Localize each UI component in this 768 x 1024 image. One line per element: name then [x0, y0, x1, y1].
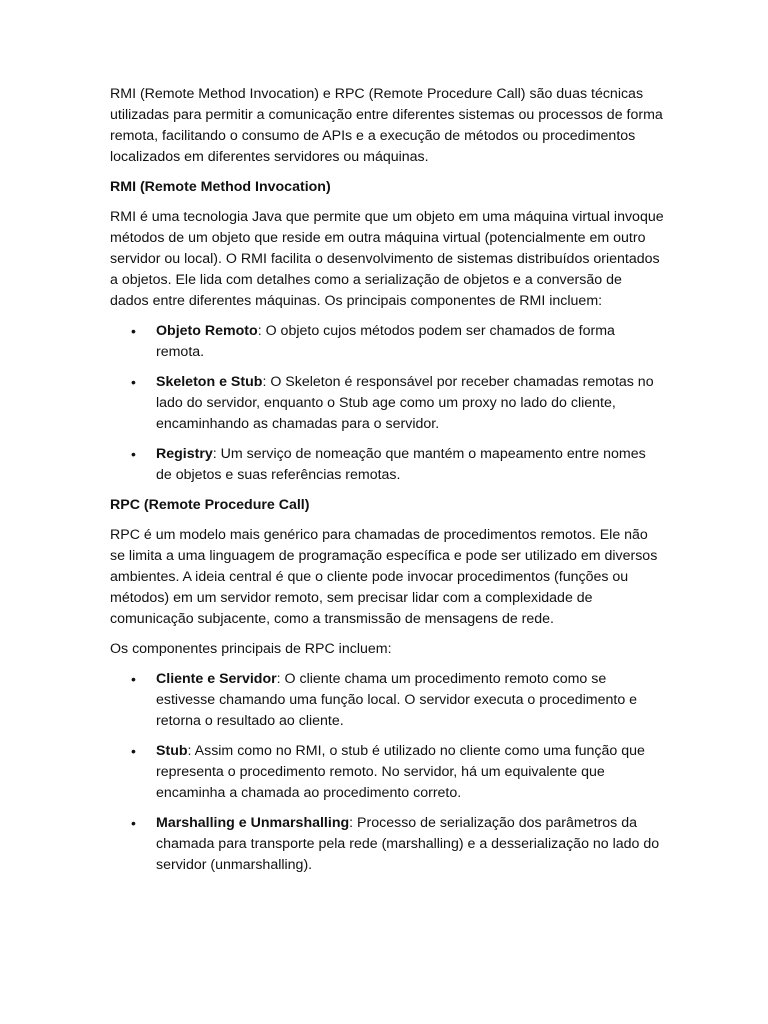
list-item [110, 321, 664, 363]
list-item-text: : O cliente chama um procedimento remoto como se estivesse chamando uma função local. O servidor executa o procedimento e retorna o resultado ao cliente. [156, 671, 638, 729]
bullet-icon: • [131, 743, 136, 759]
list-item-text: : Assim como no RMI, o stub é utilizado no cliente como uma função que representa o procedimento remoto. No servidor, há um equivalente que encaminha a chamada ao procedimento correto. [156, 743, 645, 801]
rmi-components-list [110, 321, 664, 486]
list-item-term: Skeleton e Stub [156, 374, 263, 390]
list-item-text: : Um serviço de nomeação que mantém o mapeamento entre nomes de objetos e suas referências remotas. [156, 446, 646, 483]
list-item-term: Objeto Remoto [156, 323, 258, 339]
list-item [110, 372, 664, 435]
bullet-icon: • [131, 323, 136, 339]
rpc-heading: RPC (Remote Procedure Call) [110, 497, 310, 513]
rpc-description: RPC é um modelo mais genérico para chamadas de procedimentos remotos. Ele não se limita a uma linguagem de programação específica e pode ser utilizado em diversos ambientes. A ideia central é que o cliente pode invocar procedimentos (funções ou métodos) em um servidor remoto, sem precisar lidar com a complexidade de comunicação subjacente, como a transmissão de mensagens de rede. [110, 527, 658, 627]
list-item-term: Cliente e Servidor [156, 671, 277, 687]
list-item-term: Stub [156, 743, 188, 759]
bullet-icon: • [131, 671, 136, 687]
intro-paragraph: RMI (Remote Method Invocation) e RPC (Remote Procedure Call) são duas técnicas utilizadas para permitir a comunicação entre diferentes sistemas ou processos de forma remota, facilitando o consumo de APIs e a execução de métodos ou procedimentos localizados em diferentes servidores ou máquinas. [110, 86, 663, 165]
list-item-text: : O Skeleton é responsável por receber chamadas remotas no lado do servidor, enquanto o Stub age como um proxy no lado do cliente, encaminhando as chamadas para o servidor. [156, 374, 654, 432]
list-item-term: Marshalling e Unmarshalling [156, 815, 350, 831]
bullet-icon: • [131, 374, 136, 390]
rpc-components-list [110, 669, 664, 876]
list-item [110, 741, 664, 804]
bullet-icon: • [131, 815, 136, 831]
bullet-icon: • [131, 446, 136, 462]
list-item [110, 669, 664, 732]
rpc-components-intro: Os componentes principais de RPC incluem: [110, 641, 392, 657]
rmi-heading: RMI (Remote Method Invocation) [110, 179, 331, 195]
rmi-description: RMI é uma tecnologia Java que permite que um objeto em uma máquina virtual invoque métodos de um objeto que reside em outra máquina virtual (potencialmente em outro servidor ou local). O RMI facilita o desenvolvimento de sistemas distribuídos orientados a objetos. Ele lida com detalhes como a serialização de objetos e a conversão de dados entre diferentes máquinas. Os principais componentes de RMI incluem: [110, 209, 664, 309]
list-item-term: Registry [156, 446, 213, 462]
list-item [110, 813, 664, 876]
list-item [110, 444, 664, 486]
list-item-text: : O objeto cujos métodos podem ser chamados de forma remota. [156, 323, 615, 360]
list-item-text: : Processo de serialização dos parâmetros da chamada para transporte pela rede (marshalling) e a desserialização no lado do servidor (unmarshalling). [156, 815, 660, 873]
